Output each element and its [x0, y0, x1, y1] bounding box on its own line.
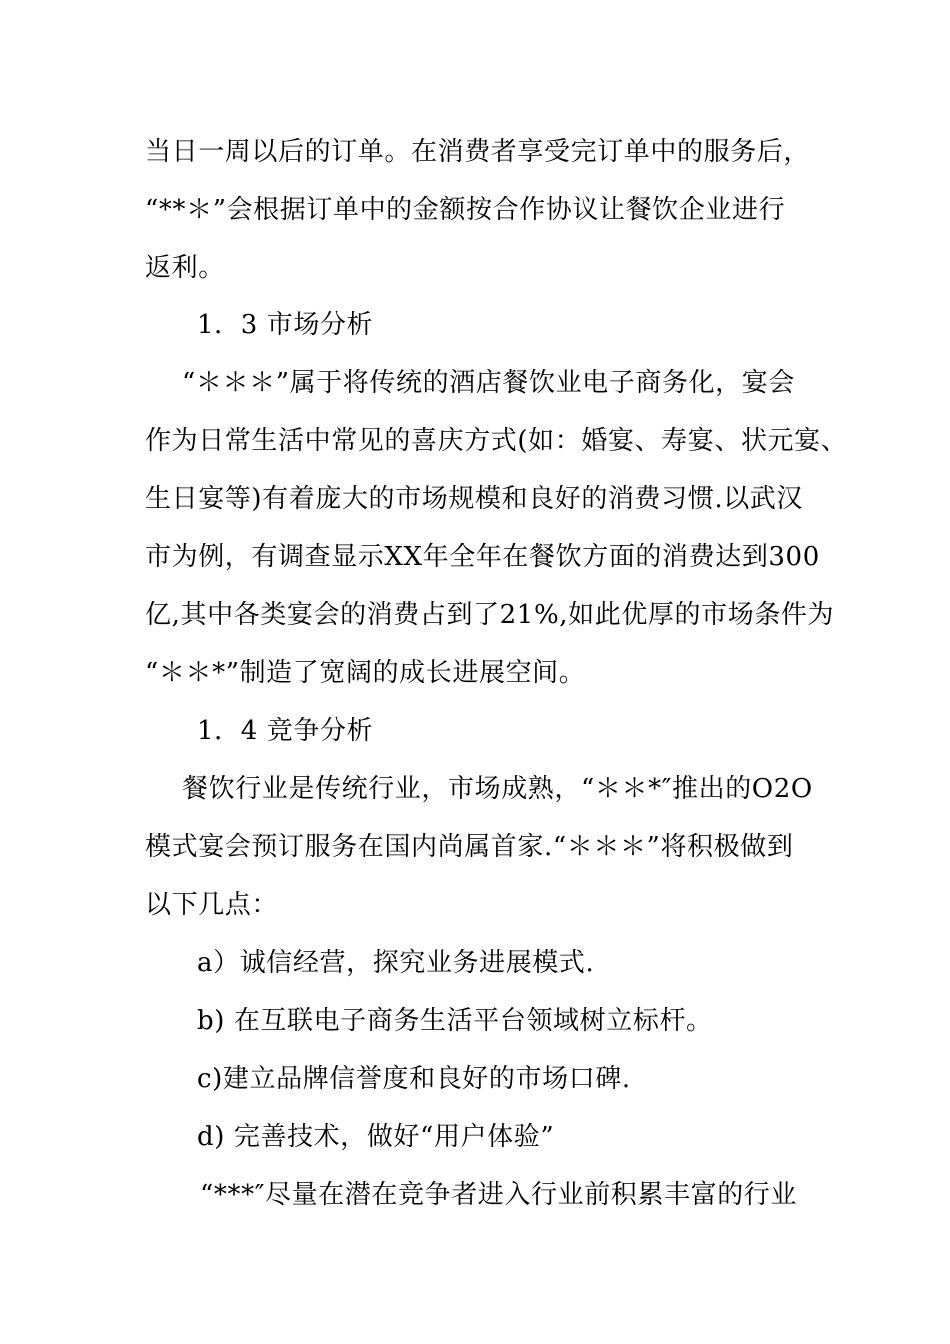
list-item: d) 完善技术，做好“用户体验” [197, 1122, 555, 1152]
paragraph-line: “＊＊*”制造了宽阔的成长进展空间。 [145, 658, 586, 688]
paragraph-line: “＊＊＊”属于将传统的酒店餐饮业电子商务化，宴会 [182, 368, 795, 398]
paragraph-line: 返利。 [145, 253, 225, 283]
paragraph-line: 当日一周以后的订单。在消费者享受完订单中的服务后， [145, 137, 811, 167]
paragraph-line: “***″尽量在潜在竞争者进入行业前积累丰富的行业 [200, 1180, 798, 1210]
paragraph-line: 亿,其中各类宴会的消费占到了21%,如此优厚的市场条件为 [145, 600, 835, 630]
paragraph-line: 模式宴会预订服务在国内尚属首家.“＊＊＊”将积极做到 [145, 832, 794, 862]
list-item: a）诚信经营，探究业务进展模式. [197, 948, 595, 978]
paragraph-line: 餐饮行业是传统行业，市场成熟，“＊＊*″推出的O2O [182, 774, 813, 804]
section-heading: 1．4 竞争分析 [197, 716, 374, 746]
section-heading: 1．3 市场分析 [197, 310, 374, 340]
paragraph-line: 生日宴等)有着庞大的市场规模和良好的消费习惯.以武汉 [145, 484, 804, 514]
list-item: c)建立品牌信誉度和良好的市场口碑. [197, 1064, 631, 1094]
paragraph-line: 市为例，有调查显示XX年全年在餐饮方面的消费达到300 [145, 542, 820, 572]
paragraph-line: 以下几点： [145, 890, 279, 920]
paragraph-line: 作为日常生活中常见的喜庆方式(如：婚宴、寿宴、状元宴、 [145, 426, 848, 456]
paragraph-line: “**＊”会根据订单中的金额按合作协议让餐饮企业进行 [145, 195, 786, 225]
list-item: b) 在互联电子商务生活平台领域树立标杆。 [197, 1006, 713, 1036]
